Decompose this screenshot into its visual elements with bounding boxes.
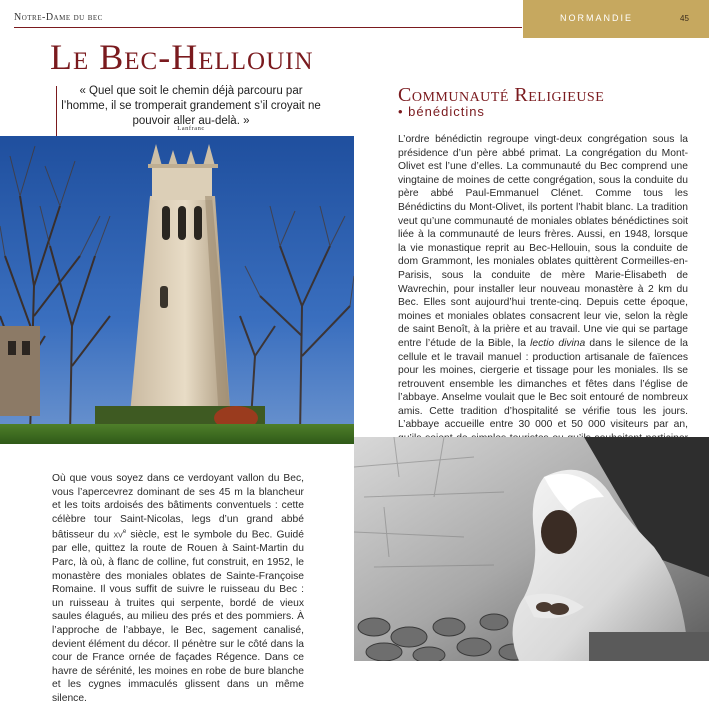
section-title: Communauté Religieuse: [398, 84, 605, 106]
century-suffix: e: [122, 529, 127, 536]
quote-rule: [56, 86, 57, 140]
quote-author: Lanfranc: [177, 125, 205, 132]
paragraph-text: siècle, est le symbole du Bec. Guidé par elle, quittez la route de Rouen à Saint-Martin du Parc, là où, à flanc de colline, fut construit, en 1952, le monastère des moniales oblates de Sainte-Françoise Romaine. Il vous suffit de suivre le ruisseau du Bec : un ruisseau à truites qui serpente, bordé de vieux saules élagués, au milieu des prés et des pommiers. À l’approche de l’abbaye, le Bec, sagement canalisé, devient élément du décor. Il pénètre sur le côté dans la cour de France ornée de façades Régence. Dans ce havre de sérénité, les moines en robe de bure blanche et les cygnes immaculés glissent dans un même silence.: [52, 529, 304, 704]
monk-photo: [354, 437, 709, 661]
region-name: NORMANDIE: [560, 13, 634, 23]
page-title: Le Bec-Hellouin: [50, 37, 314, 77]
monk-illustration: [354, 437, 709, 661]
century-numeral: xv: [113, 529, 123, 541]
tower-illustration: [0, 136, 354, 444]
valley-paragraph: [52, 472, 304, 706]
running-head: Notre-Dame du bec: [14, 12, 103, 23]
paragraph-text: Où que vous soyez dans ce verdoyant vallon du Bec, vous l’apercevrez dominant de ses 45 m la blancheur et les toits ardoisés des bâtiments conventuels : cette célèbre tour Saint-Nicolas, legs d’un grand abbé bâtisseur du: [52, 473, 304, 541]
paragraph-text: dans le silence de la cellule et le travail manuel : production artisanale de faïences pour les moines, ciergerie et tissage pour les moniales. Ils se retrouvent ensemble les dimanches et fêtes dans l’église de l’abbaye. Anselme voulait que le Bec soit entouré de nombreux amis. Cette tradition d’hospitalité se vérifie tous les jours. L’abbaye accueille entre 30 000 et 50 000 visiteurs par an,: [398, 337, 688, 431]
section-subtitle: • bénédictins: [398, 104, 485, 119]
tower-photo: [0, 136, 354, 444]
page-number: 45: [680, 14, 689, 23]
quote-text: « Quel que soit le chemin déjà parcouru par l’homme, il se tromperait grandement s’il croyait ne pouvoir aller au-delà. »: [61, 85, 321, 127]
header-rule: [14, 27, 522, 28]
paragraph-text: L’ordre bénédictin regroupe vingt-deux congrégation sous la présidence d’un père abbé primat. La congrégation du Mont-Olivet est l’une d’elles. La communauté du Bec comprend une vingtaine de moines de cette congrégation, sous la conduite du père abbé Paul-Emmanuel Clénet. Comme tous les Bénédictins du Mont-Olivet, ils portent l’habit blanc. La tradition veut qu’une communauté de moniales oblates bénédictines soit liée à la communauté de leurs frères. Aussi, en 1948, lorsque la vie monastique reprit au Bec-Hellouin, sous la conduite de dom Grammont, les moniales oblates quittèrent Cormeilles-en-Parisis, sous la conduite de mère Marie-Élisabeth de Wavrechin, pour installer leur nouveau monastère à 2 km du Bec. Elles sont aujourd’hui trente-cinq. Depuis cette époque, moines et moniales oblates consacrent leur vie, selon la règle de saint Benoît, à la prière et au travail. Une vie qui se partage entre l’étude de la Bible, la: [398, 134, 688, 349]
italic-term: lectio divina: [530, 337, 586, 349]
community-paragraph: [398, 133, 688, 459]
